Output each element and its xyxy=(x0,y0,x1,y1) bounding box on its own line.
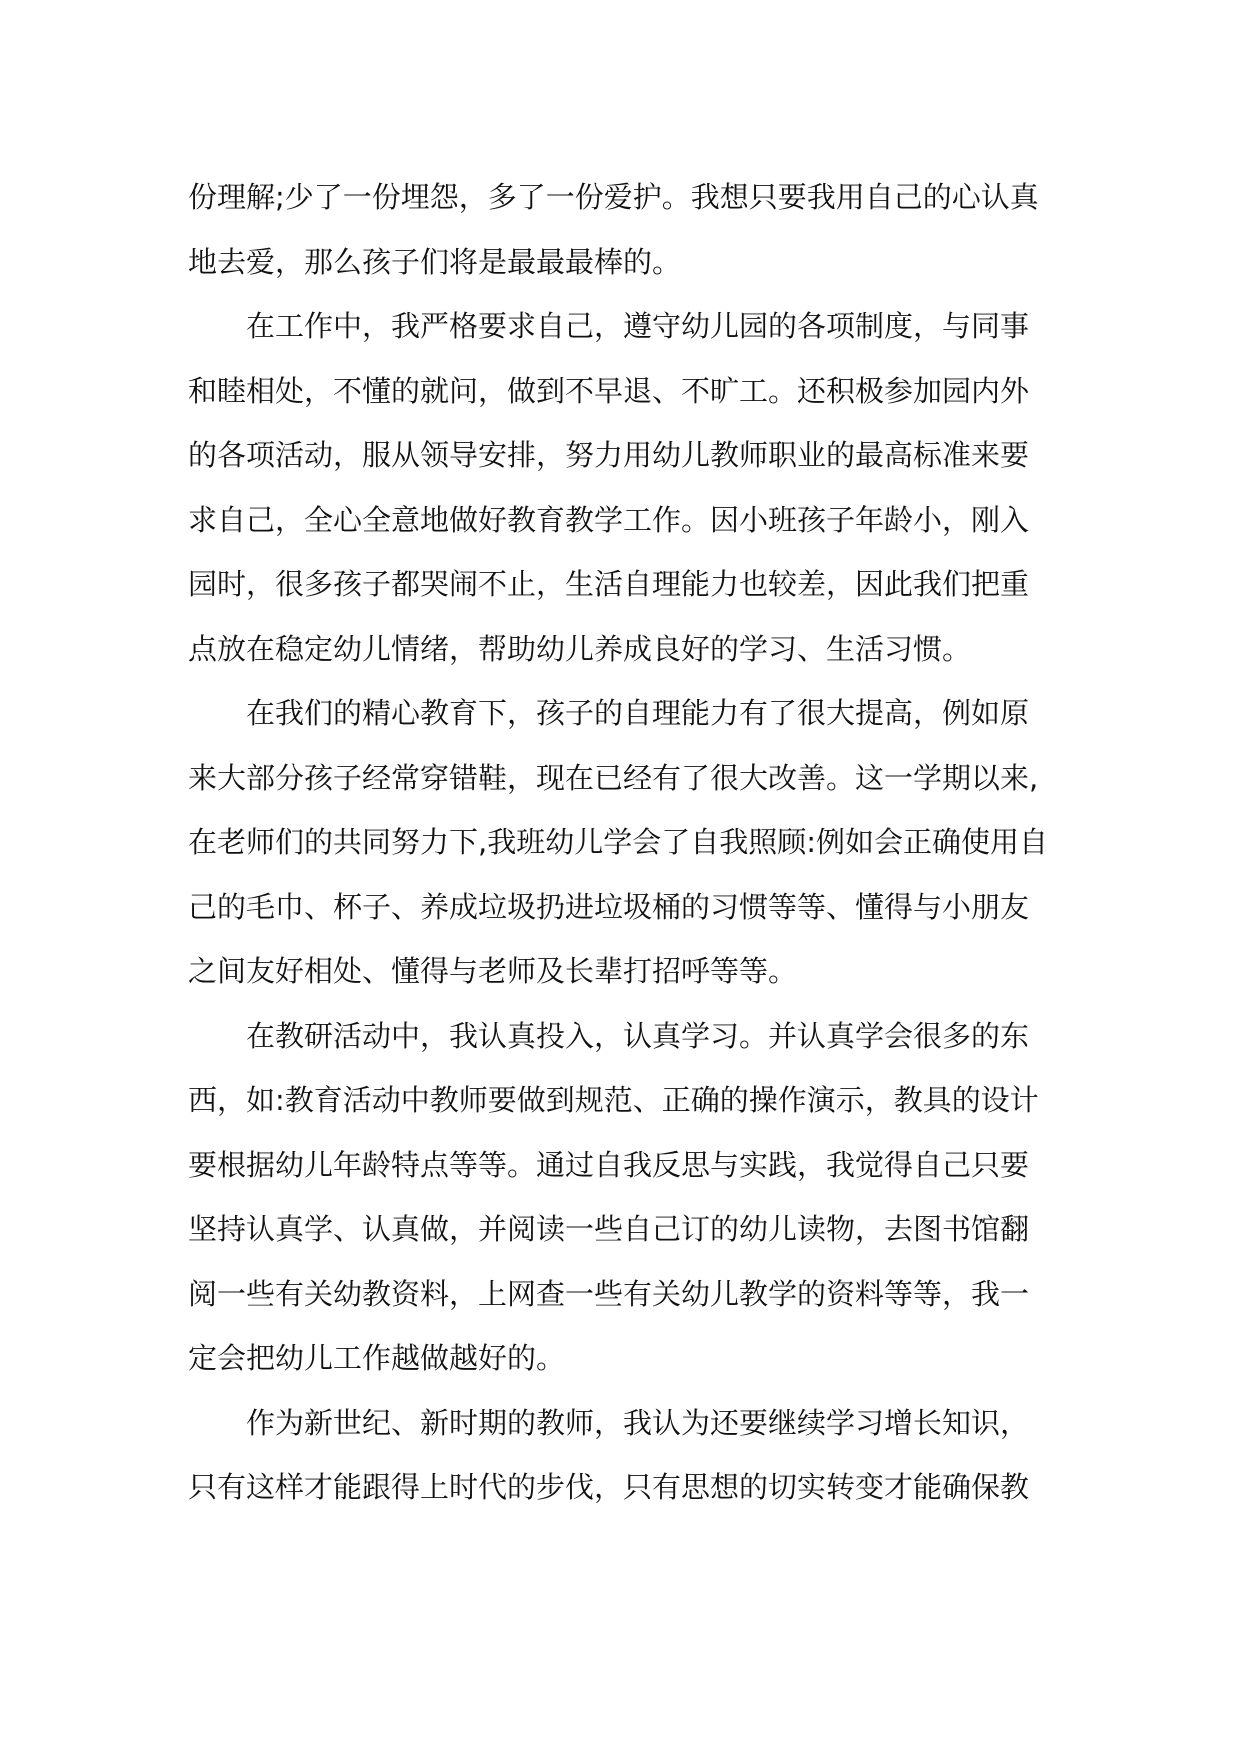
text-line: 份理解;少了一份埋怨，多了一份爱护。我想只要我用自己的心认真 xyxy=(188,180,1039,214)
text-line: 地去爱，那么孩子们将是最最最棒的。 xyxy=(188,244,682,279)
text-line: 阅一些有关幼教资料，上网查一些有关幼儿教学的资料等等，我一 xyxy=(188,1276,1030,1311)
paragraph-4 xyxy=(188,1004,1058,1391)
text-line: 之间友好相处、懂得与老师及长辈打招呼等等。 xyxy=(188,954,798,988)
text-line: 要根据幼儿年龄特点等等。通过自我反思与实践，我觉得自己只要 xyxy=(188,1147,1030,1182)
text-line: 在教研活动中，我认真投入，认真学习。并认真学会很多的东 xyxy=(246,1018,1030,1053)
text-line: 西，如:教育活动中教师要做到规范、正确的操作演示，教具的设计 xyxy=(188,1083,1039,1117)
paragraph-5 xyxy=(188,1391,1058,1520)
text-line: 定会把幼儿工作越做越好的。 xyxy=(188,1341,566,1375)
text-line: 在老师们的共同努力下,我班幼儿学会了自我照顾:例如会正确使用自 xyxy=(188,825,1048,859)
text-line: 坚持认真学、认真做，并阅读一些自己订的幼儿读物，去图书馆翻 xyxy=(188,1212,1030,1246)
text-line: 求自己，全心全意地做好教育教学工作。因小班孩子年龄小，刚入 xyxy=(188,502,1030,537)
text-line: 作为新世纪、新时期的教师，我认为还要继续学习增长知识， xyxy=(246,1405,1030,1440)
paragraph-2 xyxy=(188,294,1058,681)
text-line: 来大部分孩子经常穿错鞋，现在已经有了很大改善。这一学期以来, xyxy=(188,760,1039,795)
paragraph-1 xyxy=(188,165,1058,294)
text-line: 的各项活动，服从领导安排，努力用幼儿教师职业的最高标准来要 xyxy=(188,438,1030,472)
text-line: 只有这样才能跟得上时代的步伐，只有思想的切实转变才能确保教 xyxy=(188,1470,1030,1504)
text-line: 在我们的精心教育下，孩子的自理能力有了很大提高，例如原 xyxy=(246,696,1030,730)
text-line: 己的毛巾、杯子、养成垃圾扔进垃圾桶的习惯等等、懂得与小朋友 xyxy=(188,889,1030,924)
paragraph-3 xyxy=(188,681,1058,1004)
text-line: 在工作中，我严格要求自己，遵守幼儿园的各项制度，与同事 xyxy=(246,309,1030,343)
text-line: 园时，很多孩子都哭闹不止，生活自理能力也较差，因此我们把重 xyxy=(188,567,1030,601)
text-line: 点放在稳定幼儿情绪，帮助幼儿养成良好的学习、生活习惯。 xyxy=(188,631,972,666)
text-line: 和睦相处，不懂的就问，做到不早退、不旷工。还积极参加园内外 xyxy=(188,373,1030,408)
document-body xyxy=(188,165,1058,1520)
